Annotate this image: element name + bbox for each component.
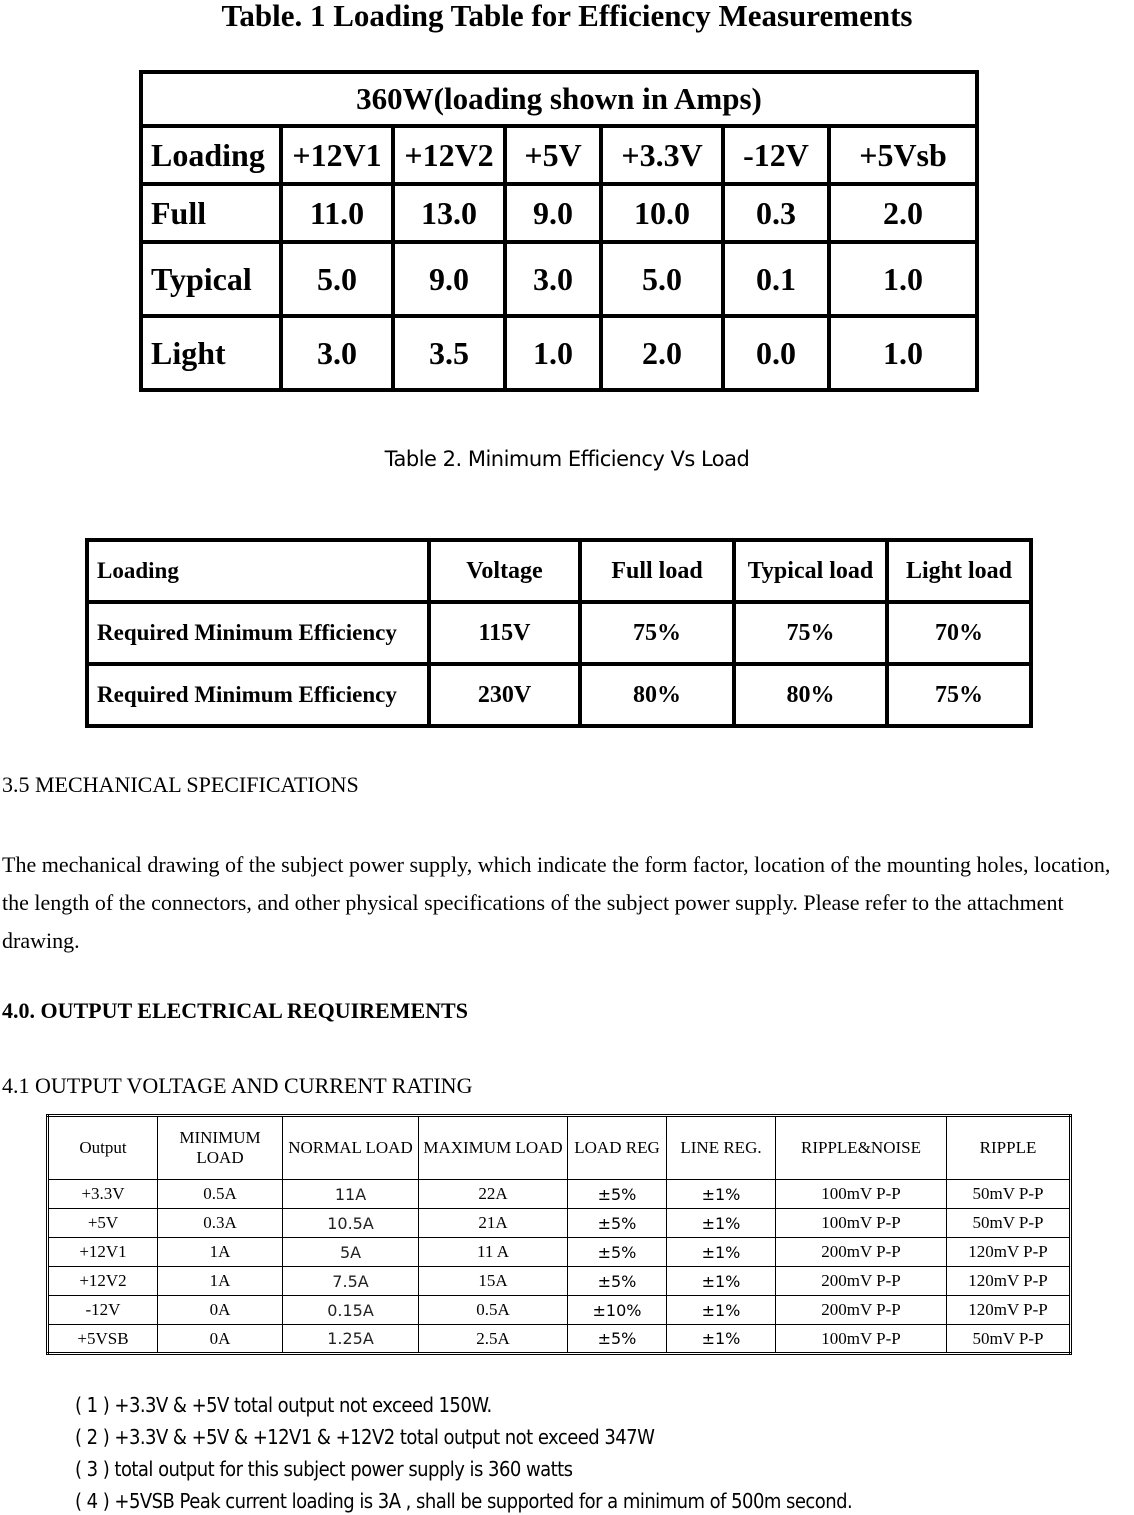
table-cell: ±5% [568,1180,667,1209]
table-cell: 5.0 [281,242,393,316]
table-cell: 50mV P-P [947,1209,1071,1238]
output-rating-table [46,1114,1072,1355]
table-cell: 11.0 [281,184,393,242]
table1-header-row [141,126,977,184]
table-cell: 21A [419,1209,568,1238]
table-cell: ±5% [568,1267,667,1296]
section-heading-output-electrical: 4.0. OUTPUT ELECTRICAL REQUIREMENTS [2,998,468,1023]
table-cell: 0.5A [419,1296,568,1325]
table-cell: +12V1 [48,1238,158,1267]
table-row [141,184,977,242]
table-cell: 2.0 [601,316,723,390]
table-cell: 100mV P-P [776,1325,947,1354]
table-cell: 11A [283,1180,419,1209]
table1-header-cell: +12V2 [393,126,505,184]
table2-title: Table 2. Minimum Efficiency Vs Load [384,447,750,471]
table-cell: 0.5A [158,1180,283,1209]
table-cell: ±1% [667,1325,776,1354]
table-cell: 50mV P-P [947,1180,1071,1209]
loading-table [139,70,979,392]
row-label: Required Minimum Efficiency [87,602,429,664]
table-cell: 2.5A [419,1325,568,1354]
table-cell: 2.0 [829,184,977,242]
table-cell: 120mV P-P [947,1267,1071,1296]
table-row [141,316,977,390]
table-row [48,1238,1071,1267]
table-cell: 75% [734,602,887,664]
table-row [48,1180,1071,1209]
table-cell: 5A [283,1238,419,1267]
table-cell: ±1% [667,1238,776,1267]
table3-header-cell: MAXIMUM LOAD [419,1116,568,1180]
table-cell: 10.5A [283,1209,419,1238]
table-cell: 70% [887,602,1031,664]
table2-header-cell: Voltage [429,540,580,602]
table-row [48,1209,1071,1238]
table-cell: +3.3V [48,1180,158,1209]
table-cell: 120mV P-P [947,1296,1071,1325]
note-item: ( 3 ) total output for this subject power supply is 360 watts [75,1457,573,1481]
table-cell: ±1% [667,1267,776,1296]
table-cell: 1.25A [283,1325,419,1354]
table3-header-cell: RIPPLE [947,1116,1071,1180]
table1-title: Table. 1 Loading Table for Efficiency Measurements [221,0,913,33]
note-item: ( 4 ) +5VSB Peak current loading is 3A , shall be supported for a minimum of 500m second. [75,1489,853,1513]
table-cell: -12V [48,1296,158,1325]
table-cell: 0.0 [723,316,829,390]
mechanical-paragraph: The mechanical drawing of the subject power supply, which indicate the form factor, location of the mounting holes, location, the length of the connectors, and other physical specifications of the subject power supply. Please refer to the attachment drawing. [2,852,1111,953]
table-row [48,1296,1071,1325]
table-row [141,242,977,316]
table3-header-cell: RIPPLE&NOISE [776,1116,947,1180]
section-heading-voltage-current: 4.1 OUTPUT VOLTAGE AND CURRENT RATING [2,1073,473,1098]
table-cell: 100mV P-P [776,1209,947,1238]
table-cell: 1A [158,1238,283,1267]
table-cell: 120mV P-P [947,1238,1071,1267]
table1-header-cell: Loading [141,126,281,184]
table-cell: 200mV P-P [776,1238,947,1267]
row-label: Full [141,184,281,242]
table-cell: 3.0 [505,242,601,316]
table2-header-cell: Light load [887,540,1031,602]
table-cell: 100mV P-P [776,1180,947,1209]
table1-header-cell: +3.3V [601,126,723,184]
table-cell: 1A [158,1267,283,1296]
table2-header-cell: Typical load [734,540,887,602]
section-heading-mechanical: 3.5 MECHANICAL SPECIFICATIONS [2,772,359,797]
table-row [87,664,1031,726]
table-cell: 11 A [419,1238,568,1267]
table-cell: +5VSB [48,1325,158,1354]
table3-header-cell: MINIMUM LOAD [158,1116,283,1180]
table-cell: 15A [419,1267,568,1296]
table3-header-cell: LOAD REG [568,1116,667,1180]
table1-header-cell: +12V1 [281,126,393,184]
table3-header-row [48,1116,1071,1180]
table2-header-cell: Full load [580,540,734,602]
table-cell: 115V [429,602,580,664]
table-cell: 50mV P-P [947,1325,1071,1354]
table-cell: 1.0 [505,316,601,390]
table-row [48,1325,1071,1354]
note-item: ( 1 ) +3.3V & +5V total output not exceed 150W. [75,1393,492,1417]
table-cell: 9.0 [505,184,601,242]
table-cell: 5.0 [601,242,723,316]
table-cell: 0.1 [723,242,829,316]
row-label: Light [141,316,281,390]
table3-header-cell: Output [48,1116,158,1180]
table-cell: 200mV P-P [776,1296,947,1325]
row-label: Required Minimum Efficiency [87,664,429,726]
table-cell: +5V [48,1209,158,1238]
table1-caption: 360W(loading shown in Amps) [141,72,977,126]
table-row [87,602,1031,664]
table-cell: ±1% [667,1180,776,1209]
table-cell: 22A [419,1180,568,1209]
note-item: ( 2 ) +3.3V & +5V & +12V1 & +12V2 total output not exceed 347W [75,1425,655,1449]
table-cell: ±5% [568,1238,667,1267]
table-cell: 1.0 [829,316,977,390]
table-row [48,1267,1071,1296]
table3-header-cell: NORMAL LOAD [283,1116,419,1180]
table2-header-cell: Loading [87,540,429,602]
table-cell: 80% [580,664,734,726]
table3-header-cell: LINE REG. [667,1116,776,1180]
table-cell: 0A [158,1296,283,1325]
table-cell: ±1% [667,1209,776,1238]
table1-header-cell: +5V [505,126,601,184]
table-cell: ±10% [568,1296,667,1325]
table-cell: 200mV P-P [776,1267,947,1296]
table-cell: ±5% [568,1209,667,1238]
table-cell: 7.5A [283,1267,419,1296]
row-label: Typical [141,242,281,316]
table-cell: ±5% [568,1325,667,1354]
table-cell: 0.3A [158,1209,283,1238]
table-cell: 3.0 [281,316,393,390]
table-cell: 1.0 [829,242,977,316]
table1-header-cell: -12V [723,126,829,184]
table-cell: 75% [887,664,1031,726]
table-cell: 230V [429,664,580,726]
table-cell: ±1% [667,1296,776,1325]
table-cell: +12V2 [48,1267,158,1296]
table-cell: 3.5 [393,316,505,390]
table-cell: 10.0 [601,184,723,242]
table-cell: 0.3 [723,184,829,242]
table-cell: 0A [158,1325,283,1354]
table-cell: 80% [734,664,887,726]
table-cell: 13.0 [393,184,505,242]
table1-header-cell: +5Vsb [829,126,977,184]
efficiency-table [85,538,1033,728]
table-cell: 75% [580,602,734,664]
table2-header-row [87,540,1031,602]
table-cell: 0.15A [283,1296,419,1325]
table-cell: 9.0 [393,242,505,316]
